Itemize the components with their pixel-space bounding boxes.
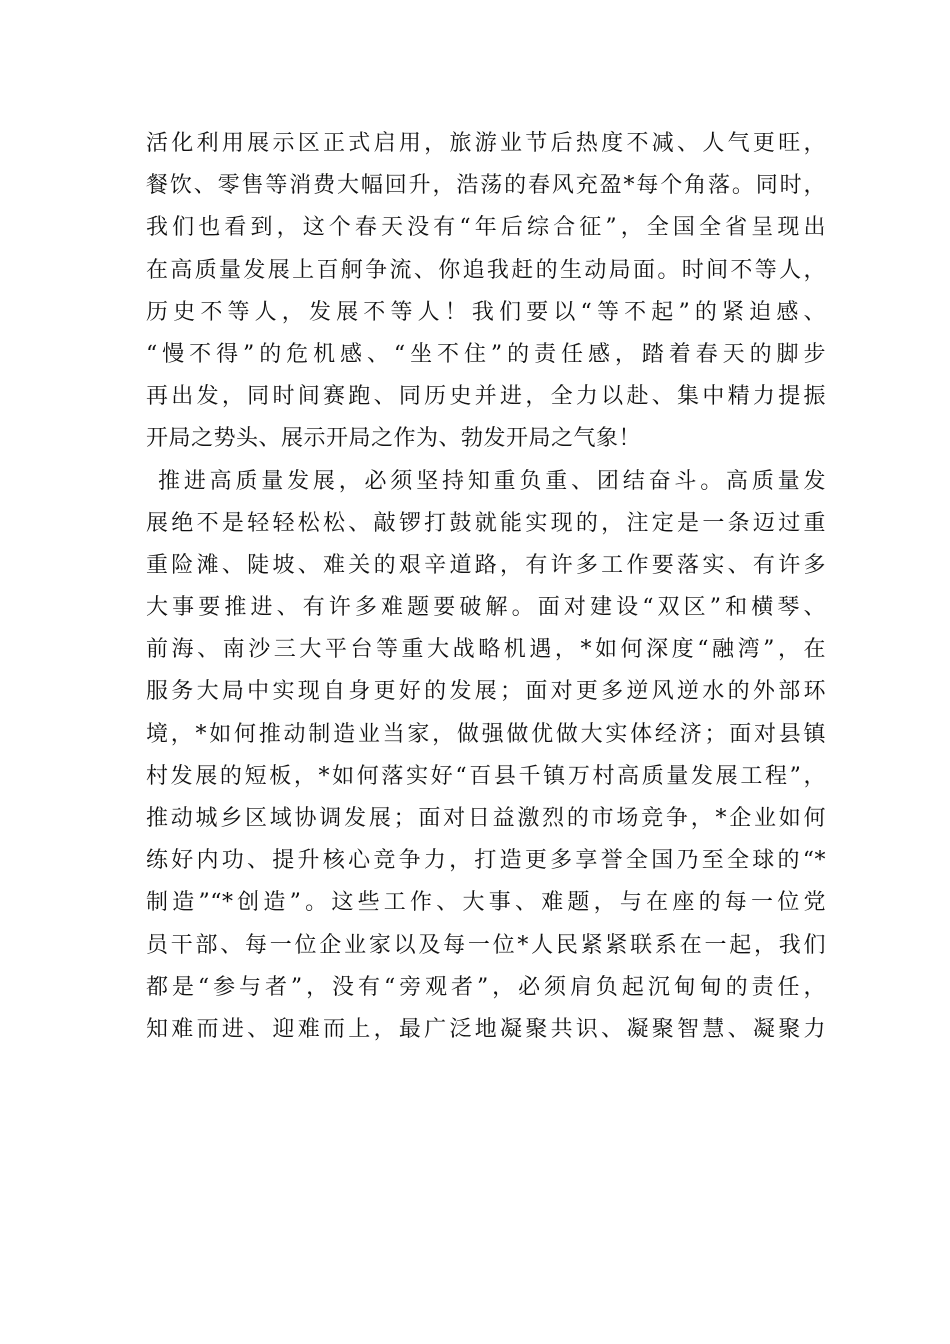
text-line: 在高质量发展上百舸争流、你追我赶的生动局面。时间不等人， — [146, 257, 826, 283]
text-line: 历史不等人，发展不等人！我们要以“等不起”的紧迫感、 — [146, 299, 826, 325]
text-line: 制造”“*创造”。这些工作、大事、难题，与在座的每一位党 — [146, 890, 826, 916]
paragraph-start-line: 推进高质量发展，必须坚持知重负重、团结奋斗。高质量发 — [158, 468, 826, 494]
text-line: 服务大局中实现自身更好的发展；面对更多逆风逆水的外部环 — [146, 679, 826, 705]
text-line: 开局之势头、展示开局之作为、勃发开局之气象！ — [146, 426, 642, 452]
text-line: 展绝不是轻轻松松、敲锣打鼓就能实现的，注定是一条迈过重 — [146, 510, 826, 536]
text-line: 我们也看到，这个春天没有“年后综合征”，全国全省呈现出 — [146, 215, 826, 241]
text-line: 前海、南沙三大平台等重大战略机遇，*如何深度“融湾”，在 — [146, 637, 826, 663]
text-line: 知难而进、迎难而上，最广泛地凝聚共识、凝聚智慧、凝聚力 — [146, 1016, 826, 1042]
text-line: 员干部、每一位企业家以及每一位*人民紧紧联系在一起，我们 — [146, 932, 826, 958]
text-line: 练好内功、提升核心竞争力，打造更多享誉全国乃至全球的“* — [146, 848, 826, 874]
text-line: 再出发，同时间赛跑、同历史并进，全力以赴、集中精力提振 — [146, 384, 826, 410]
text-line: 大事要推进、有许多难题要破解。面对建设“双区”和横琴、 — [146, 595, 826, 621]
text-line: “慢不得”的危机感、“坐不住”的责任感，踏着春天的脚步 — [146, 341, 826, 367]
text-line: 境，*如何推动制造业当家，做强做优做大实体经济；面对县镇 — [146, 721, 826, 747]
body-text — [146, 123, 826, 1051]
text-line: 重险滩、陡坡、难关的艰辛道路，有许多工作要落实、有许多 — [146, 552, 826, 578]
text-line: 活化利用展示区正式启用，旅游业节后热度不减、人气更旺， — [146, 131, 826, 156]
text-line: 都是“参与者”，没有“旁观者”，必须肩负起沉甸甸的责任， — [146, 974, 826, 1000]
text-line: 推动城乡区域协调发展；面对日益激烈的市场竞争，*企业如何 — [146, 806, 826, 831]
text-line: 餐饮、零售等消费大幅回升，浩荡的春风充盈*每个角落。同时， — [146, 173, 826, 199]
text-line: 村发展的短板，*如何落实好“百县千镇万村高质量发展工程”， — [146, 763, 826, 789]
